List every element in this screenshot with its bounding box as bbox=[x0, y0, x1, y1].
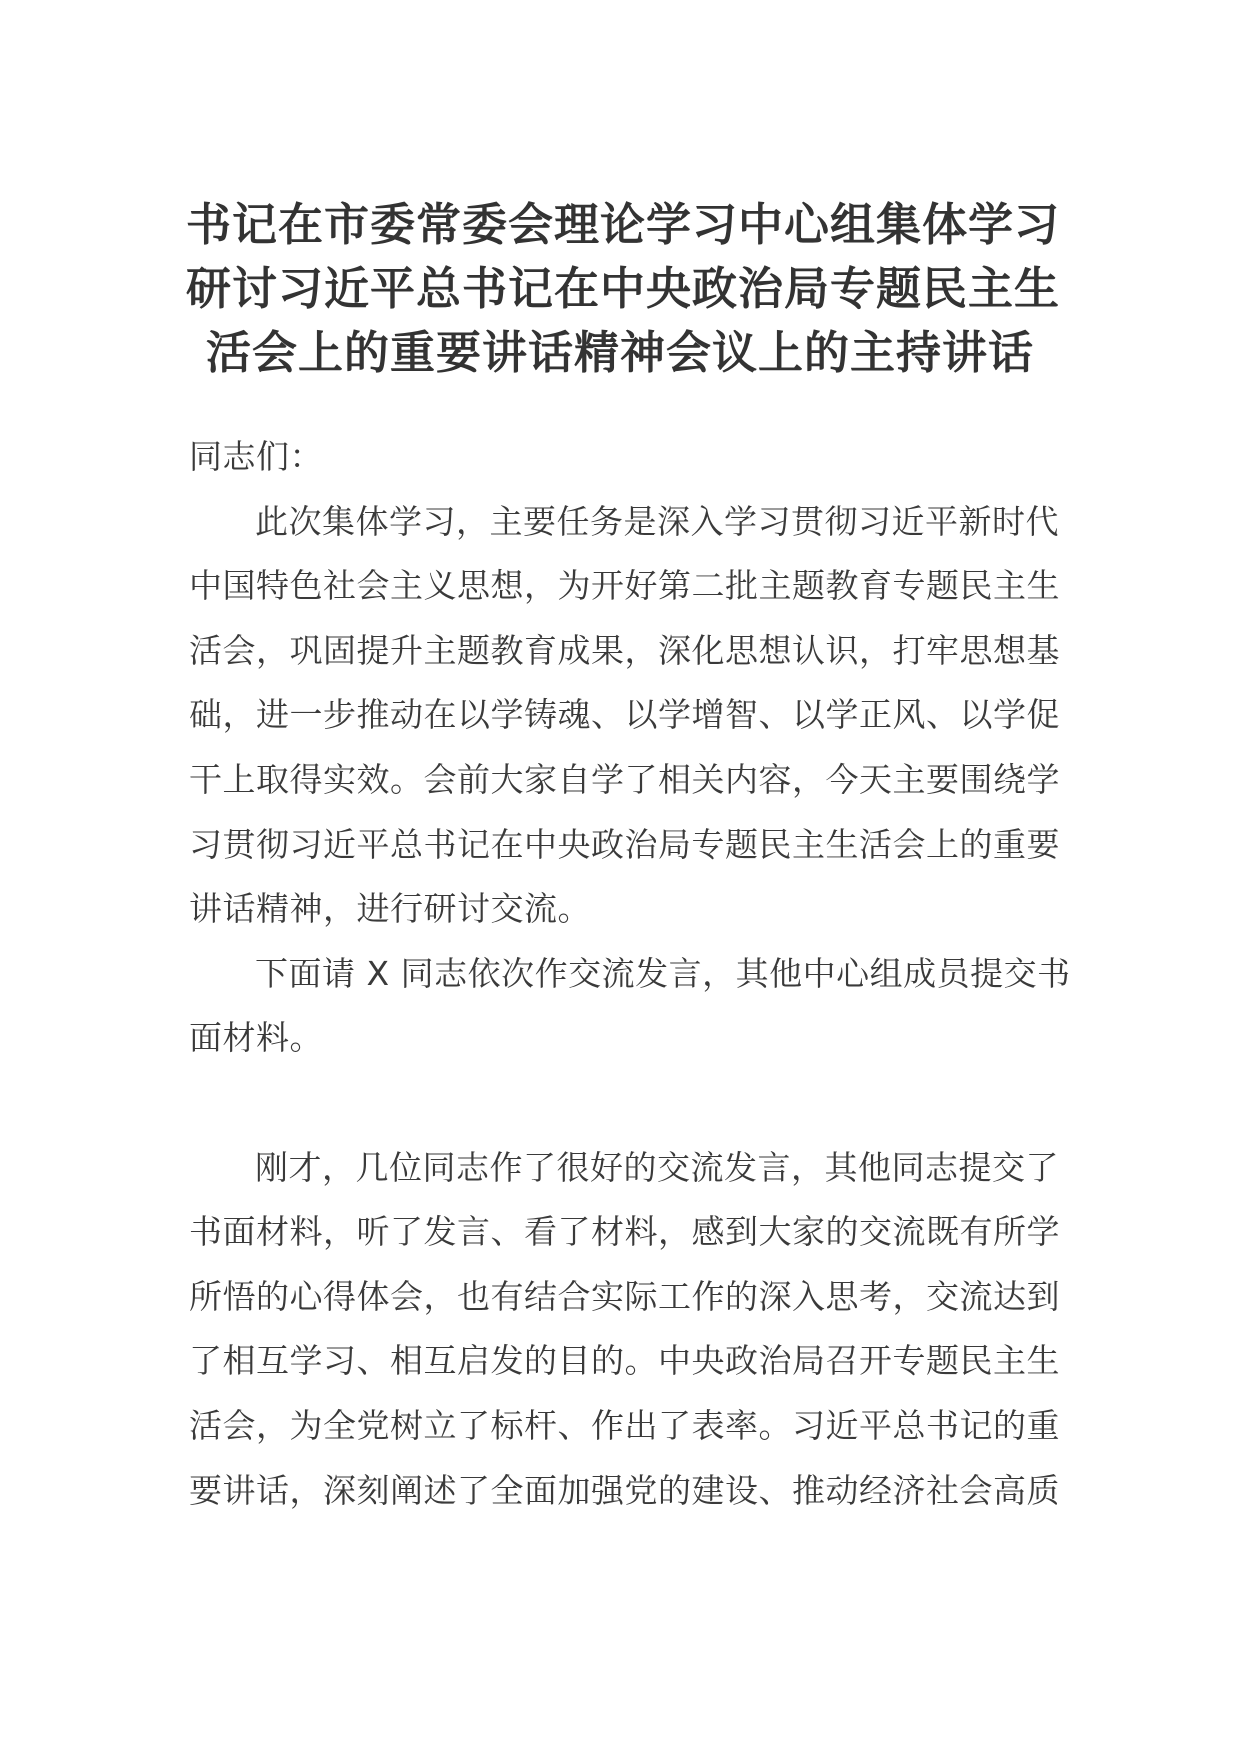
document-body bbox=[189, 425, 1071, 1523]
title-line: 研讨习近平总书记在中央政治局专题民主生 bbox=[186, 262, 1061, 315]
document-title bbox=[186, 193, 1061, 385]
paragraph-line: 活会，巩固提升主题教育成果，深化思想认识，打牢思想基 bbox=[189, 630, 1060, 670]
paragraph-line: 所悟的心得体会，也有结合实际工作的深入思考，交流达到 bbox=[189, 1276, 1060, 1316]
salutation: 同志们： bbox=[189, 437, 323, 476]
paragraph-2 bbox=[189, 942, 1071, 1071]
paragraph-line: 干上取得实效。会前大家自学了相关内容，今天主要围绕学 bbox=[189, 759, 1060, 799]
paragraph-gap bbox=[189, 1071, 1049, 1136]
paragraph-line: 础，进一步推动在以学铸魂、以学增智、以学正风、以学促 bbox=[189, 695, 1060, 735]
paragraph-line: 讲话精神，进行研讨交流。 bbox=[189, 889, 591, 929]
paragraph-line: 下面请 X 同志依次作交流发言，其他中心组成员提交书 bbox=[255, 953, 1071, 993]
paragraph-3 bbox=[189, 1136, 1060, 1524]
paragraph-line: 书面材料，听了发言、看了材料，感到大家的交流既有所学 bbox=[189, 1212, 1060, 1252]
paragraph-line: 此次集体学习，主要任务是深入学习贯彻习近平新时代 bbox=[255, 501, 1059, 541]
title-line: 活会上的重要讲话精神会议上的主持讲话 bbox=[205, 326, 1034, 379]
paragraph-line: 活会，为全党树立了标杆、作出了表率。习近平总书记的重 bbox=[189, 1405, 1060, 1445]
paragraph-line: 刚才，几位同志作了很好的交流发言，其他同志提交了 bbox=[255, 1147, 1059, 1187]
paragraph-line: 要讲话，深刻阐述了全面加强党的建设、推动经济社会高质 bbox=[189, 1470, 1060, 1510]
paragraph-line: 面材料。 bbox=[189, 1018, 323, 1058]
paragraph-line: 中国特色社会主义思想，为开好第二批主题教育专题民主生 bbox=[189, 566, 1060, 606]
paragraph-1 bbox=[189, 490, 1060, 942]
paragraph-line: 了相互学习、相互启发的目的。中央政治局召开专题民主生 bbox=[189, 1341, 1060, 1381]
title-line: 书记在市委常委会理论学习中心组集体学习 bbox=[186, 198, 1061, 251]
paragraph-line: 习贯彻习近平总书记在中央政治局专题民主生活会上的重要 bbox=[189, 824, 1060, 864]
